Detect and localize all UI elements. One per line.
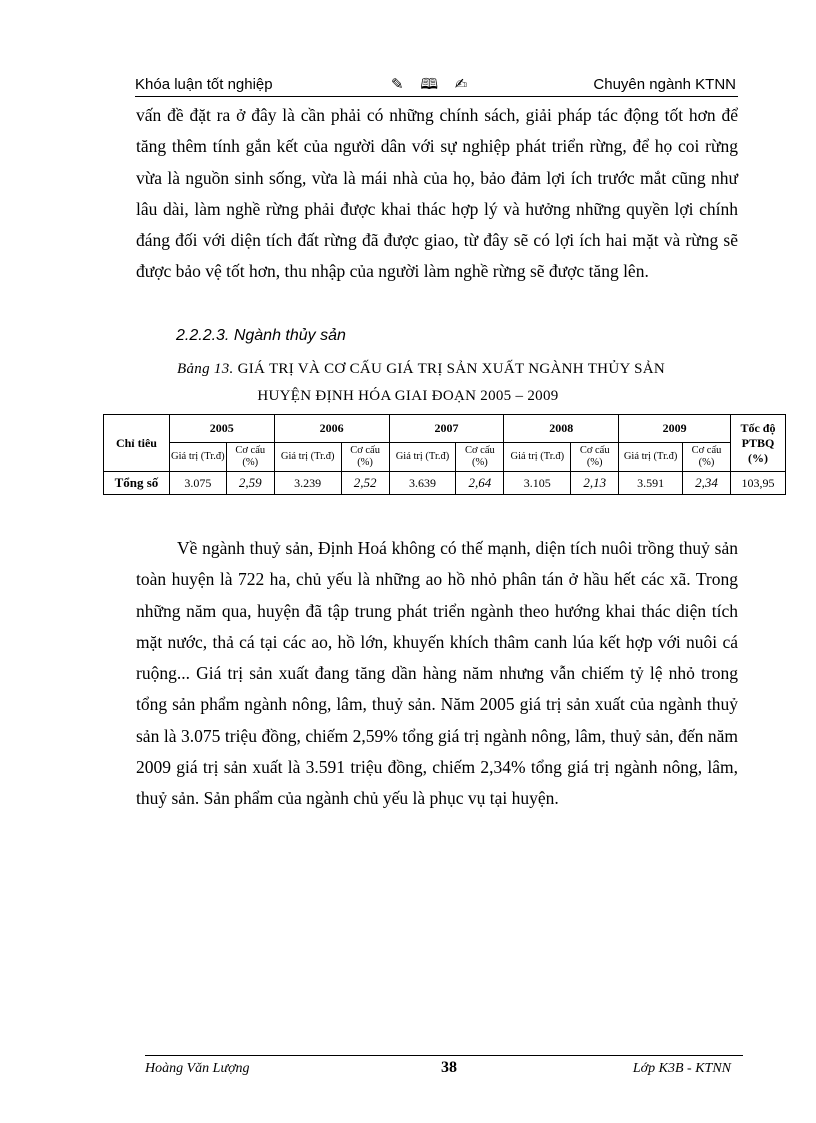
cell-value: 3.639 xyxy=(389,472,456,495)
sub-header-value: Giá trị (Tr.đ) xyxy=(504,443,571,472)
table-row xyxy=(104,472,786,495)
col-header-year: 2009 xyxy=(619,415,731,443)
sub-header-share: Cơ cấu (%) xyxy=(456,443,504,472)
col-header-year: 2005 xyxy=(169,415,274,443)
sub-header-value: Giá trị (Tr.đ) xyxy=(619,443,683,472)
header-major-label: Chuyên ngành KTNN xyxy=(593,76,736,93)
sub-header-share: Cơ cấu (%) xyxy=(341,443,389,472)
page-number: 38 xyxy=(441,1059,457,1076)
sub-header-value: Giá trị (Tr.đ) xyxy=(274,443,341,472)
cell-value: 3.105 xyxy=(504,472,571,495)
cell-growth: 103,95 xyxy=(730,472,785,495)
page-footer xyxy=(145,1055,743,1080)
col-header-growth: Tốc độ PTBQ (%) xyxy=(730,415,785,472)
footer-author: Hoàng Văn Lượng xyxy=(145,1061,250,1076)
cell-value: 3.075 xyxy=(169,472,226,495)
col-header-year: 2007 xyxy=(389,415,504,443)
footer-class: Lớp K3B - KTNN xyxy=(632,1061,731,1076)
sub-header-value: Giá trị (Tr.đ) xyxy=(389,443,456,472)
paragraph-fishery xyxy=(136,533,738,815)
table-caption-label: Bảng 13. xyxy=(177,361,234,377)
paragraph-text: vấn đề đặt ra ở đây là cần phải có những chính sách, giải pháp tác động tốt hơn để tăng thêm tính gắn kết của người dân với sự nghiệp phát triển rừng, để họ coi rừng vừa là nguồn sinh sống, vừa là mái nhà của họ, bảo đảm lợi ích trước mắt cũng như lâu dài, làm nghề rừng phải được khai thác hợp lý và hưởng những quyền lợi chính đáng đối với diện tích đất rừng đã được giao, từ đây sẽ có lợi ích hai mặt và rừng sẽ được bảo vệ tốt hơn, thu nhập của người làm nghề rừng sẽ được tăng lên. xyxy=(136,105,738,282)
row-label-total: Tổng số xyxy=(104,472,170,495)
cell-share: 2,52 xyxy=(341,472,389,495)
header-thesis-label: Khóa luận tốt nghiệp xyxy=(135,76,273,93)
col-header-year: 2006 xyxy=(274,415,389,443)
cell-share: 2,64 xyxy=(456,472,504,495)
sub-header-share: Cơ cấu (%) xyxy=(226,443,274,472)
table-caption-line1 xyxy=(136,361,816,378)
table-caption-line2: HUYỆN ĐỊNH HÓA GIAI ĐOẠN 2005 – 2009 xyxy=(257,388,559,404)
paragraph-forestry-conclusion xyxy=(136,100,738,288)
fishery-value-table xyxy=(103,414,786,495)
paragraph-text: Về ngành thuỷ sản, Định Hoá không có thế mạnh, diện tích nuôi trồng thuỷ sản toàn huyện là 722 ha, chủ yếu là những ao hồ nhỏ phân tán ở hầu hết các xã. Trong những năm qua, huyện đã tập trung phát triển ngành theo hướng khai thác diện tích mặt nước, thả cá tại các ao, hồ lớn, khuyến khích thâm canh lúa kết hợp với nuôi cá ruộng... Giá trị sản xuất đang tăng dần hàng năm nhưng vẫn chiếm tỷ lệ nhỏ trong tổng sản phẩm ngành nông, lâm, thuỷ sản. Năm 2005 giá trị sản xuất của ngành thuỷ sản là 3.075 triệu đồng, chiếm 2,59% tổng giá trị ngành nông, lâm, thuỷ sản, đến năm 2009 giá trị sản xuất là 3.591 triệu đồng, chiếm 2,34% tổng giá trị ngành nông, lâm, thuỷ sản. Sản phẩm của ngành chủ yếu là phục vụ tại huyện. xyxy=(136,538,738,809)
sub-header-share: Cơ cấu (%) xyxy=(683,443,731,472)
header-ornament-icons: ✎ 🕮 ✍ xyxy=(391,75,474,93)
cell-share: 2,59 xyxy=(226,472,274,495)
section-heading: 2.2.2.3. Ngành thủy sản xyxy=(176,327,346,344)
sub-header-share: Cơ cấu (%) xyxy=(571,443,619,472)
sub-header-value: Giá trị (Tr.đ) xyxy=(169,443,226,472)
cell-share: 2,34 xyxy=(683,472,731,495)
cell-value: 3.239 xyxy=(274,472,341,495)
table-caption-title: GIÁ TRỊ VÀ CƠ CẤU GIÁ TRỊ SẢN XUẤT NGÀNH THỦY SẢN xyxy=(237,361,665,377)
cell-value: 3.591 xyxy=(619,472,683,495)
col-header-indicator: Chỉ tiêu xyxy=(104,415,170,472)
cell-share: 2,13 xyxy=(571,472,619,495)
col-header-year: 2008 xyxy=(504,415,619,443)
page-header xyxy=(135,74,738,97)
